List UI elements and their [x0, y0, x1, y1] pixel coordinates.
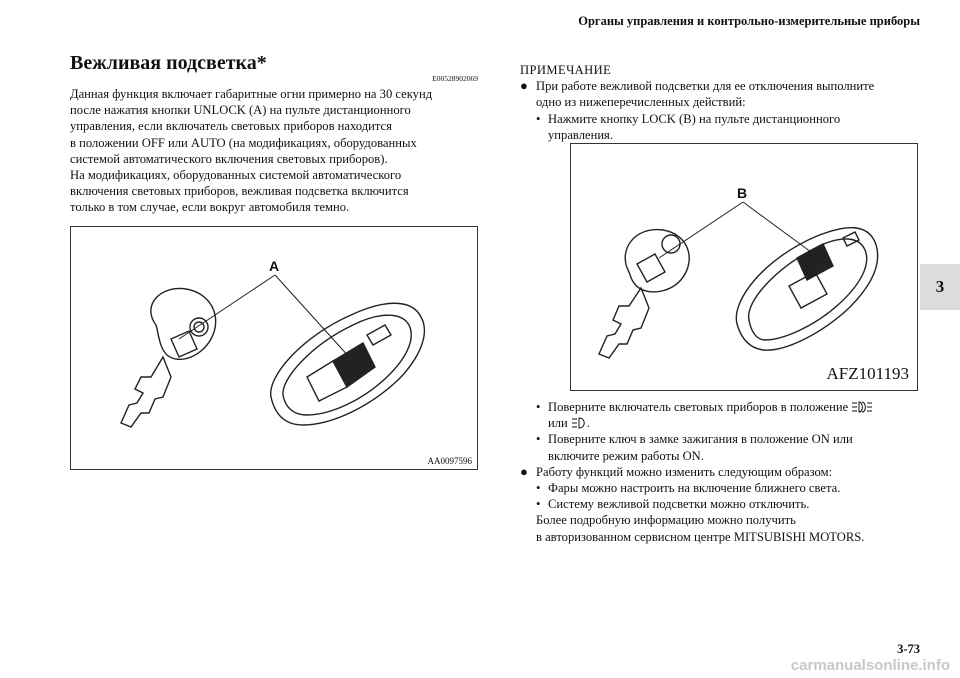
sub-line: Поверните ключ в замке зажигания в положение ON или — [548, 432, 853, 447]
section-header: Органы управления и контрольно-измерительные приборы — [578, 14, 920, 28]
sub-item — [520, 111, 900, 143]
bullet-icon: ● — [520, 463, 528, 479]
sub-bullet-icon: • — [536, 497, 541, 512]
note-line: Более подробную информацию можно получить — [536, 513, 796, 528]
page-number: 3-73 — [897, 642, 920, 656]
watermark: carmanualsonline.info — [790, 657, 950, 674]
parking-lamp-icon — [851, 401, 873, 413]
sub-line: управления. — [548, 127, 613, 142]
note-line: одно из нижеперечисленных действий: — [536, 95, 746, 110]
section-title: Вежливая подсветка* — [70, 52, 267, 74]
chapter-tab: 3 — [920, 264, 960, 310]
sub-line: включите режим работы ON. — [548, 448, 704, 463]
key-blade-icon — [599, 288, 649, 358]
smart-key-icon — [736, 228, 877, 351]
paragraph-line: в положении OFF или AUTO (на модификациях, оборудованных — [70, 135, 417, 150]
note-line: При работе вежливой подсветки для ее отключения выполните — [536, 79, 875, 94]
sub-line: Систему вежливой подсветки можно отключить. — [548, 497, 810, 512]
sub-item — [520, 480, 900, 496]
headlamp-icon — [571, 417, 587, 429]
bullet-icon: ● — [520, 78, 528, 94]
note-section-continued — [520, 399, 900, 545]
callout-b-label: B — [737, 185, 748, 201]
sub-bullet-icon: • — [536, 481, 541, 496]
paragraph-line: после нажатия кнопки UNLOCK (A) на пульте дистанционного — [70, 103, 411, 118]
remote-unlock-illustration — [71, 227, 477, 469]
paragraph-line: только в том случае, если вокруг автомобиля темно. — [70, 200, 350, 215]
sub-text: Поверните включатель световых приборов в положение — [548, 400, 849, 414]
note-line: в авторизованном сервисном центре MITSUBISHI MOTORS. — [536, 529, 865, 544]
note-line: Работу функций можно изменить следующим образом: — [536, 464, 833, 479]
note-tail — [520, 512, 900, 544]
sub-line: Нажмите кнопку LOCK (B) на пульте дистанционного — [548, 111, 841, 126]
paragraph-line: системой автоматического включения световых приборов). — [70, 151, 388, 166]
callout-a-label: A — [269, 258, 280, 274]
sub-item — [520, 496, 900, 512]
sub-bullet-icon: • — [536, 400, 541, 414]
remote-lock-illustration — [571, 144, 917, 390]
sub-line: Фары можно настроить на включение ближнего света. — [548, 481, 841, 496]
key-fob-icon — [625, 230, 689, 292]
paragraph-line: На модификациях, оборудованных системой автоматического — [70, 168, 402, 183]
figure-code: AFZ101193 — [826, 364, 909, 383]
section-code: E00528902069 — [432, 74, 478, 83]
lock-button-icon — [797, 244, 833, 280]
sub-text: или — [548, 416, 568, 431]
sub-item — [520, 399, 900, 431]
sub-line: или . — [548, 416, 591, 431]
note-section — [520, 62, 900, 143]
note-bullet — [520, 464, 900, 480]
paragraph-line: Данная функция включает габаритные огни примерно на 30 секунд — [70, 87, 433, 101]
key-blade-icon — [121, 357, 171, 427]
note-title: ПРИМЕЧАНИЕ — [520, 63, 612, 77]
figure-remote-unlock — [70, 226, 478, 470]
left-column — [70, 52, 478, 216]
key-fob-icon — [151, 288, 216, 359]
unlock-button-icon — [333, 343, 375, 387]
paragraph-line: управления, если включатель световых приборов находится — [70, 119, 392, 134]
sub-bullet-icon: • — [536, 111, 541, 126]
sub-bullet-icon: • — [536, 432, 541, 447]
sub-line — [548, 399, 900, 415]
note-bullet — [520, 78, 900, 110]
description — [70, 86, 478, 216]
sub-item — [520, 431, 900, 463]
figure-code: AA0097596 — [427, 456, 472, 466]
figure-remote-lock — [570, 143, 918, 391]
paragraph-line: включения световых приборов, вежливая подсветка включится — [70, 184, 409, 199]
